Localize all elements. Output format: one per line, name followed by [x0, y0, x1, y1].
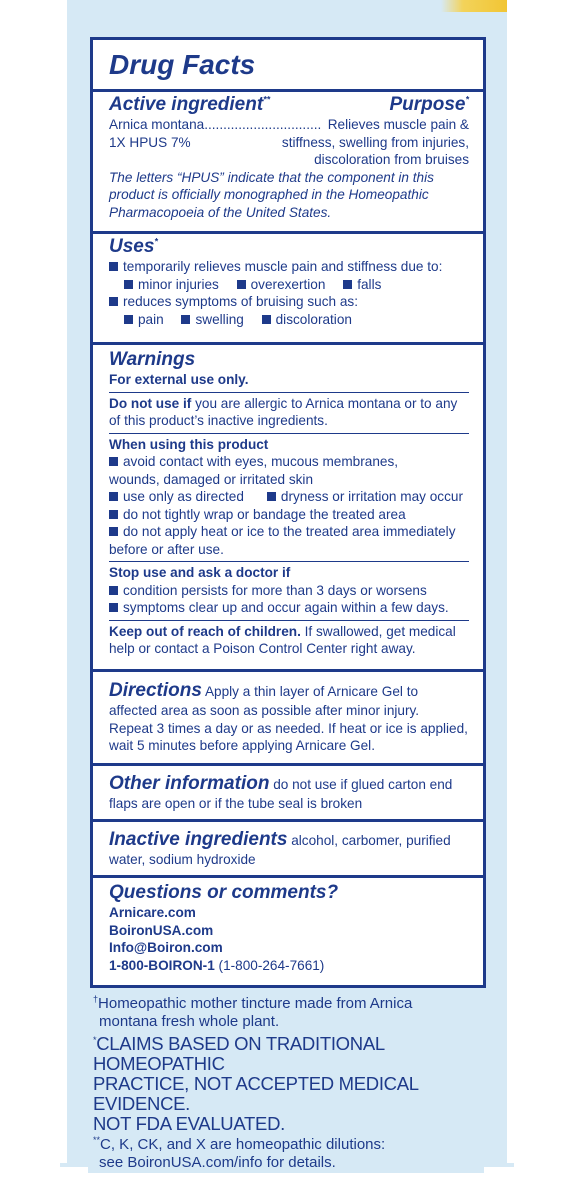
divider: [109, 561, 469, 562]
questions-section: [93, 882, 483, 974]
bullet-icon: [109, 297, 118, 306]
directions-line-1: Directions Apply a thin layer of Arnicare Gel to: [109, 680, 419, 701]
divider: [93, 875, 483, 878]
bullet-icon: [109, 527, 118, 536]
divider: [93, 763, 483, 766]
divider: [93, 231, 483, 234]
claims-line-1: *CLAIMS BASED ON TRADITIONAL HOMEOPATHIC: [93, 1033, 385, 1074]
bullet-icon: [109, 586, 118, 595]
uses-item-2: reduces symptoms of bruising such as:: [109, 293, 469, 311]
contact-phone: 1-800-BOIRON-1 (1-800-264-7661): [109, 957, 325, 973]
dilutions-footnote-1: **C, K, CK, and X are homeopathic dilutions:: [93, 1135, 386, 1153]
dilutions-footnote-2: see BoironUSA.com/info for details.: [99, 1154, 336, 1171]
uses-item-1: temporarily relieves muscle pain and stiffness due to:: [109, 258, 469, 276]
contact-email: Info@Boiron.com: [109, 940, 223, 955]
other-information-heading: Other information: [109, 773, 270, 794]
divider: [109, 392, 469, 393]
other-line-1: Other information do not use if glued carton end: [109, 773, 453, 794]
bullet-icon: [109, 262, 118, 271]
do-not-use-2: of this product’s inactive ingredients.: [109, 413, 328, 428]
questions-heading: Questions or comments?: [109, 882, 339, 903]
divider: [93, 342, 483, 345]
uses-sublist-2: pain swelling discoloration: [109, 311, 469, 329]
directions-heading: Directions: [109, 680, 202, 701]
claims-line-2: PRACTICE, NOT ACCEPTED MEDICAL EVIDENCE.: [93, 1073, 419, 1114]
title-section: [93, 49, 483, 81]
warnings-heading: Warnings: [109, 349, 196, 370]
ingredient-row: [109, 116, 469, 134]
keep-out-of-reach-2: help or contact a Poison Control Center right away.: [109, 641, 416, 656]
uses-heading: Uses*: [109, 236, 158, 257]
when-using-1b: wounds, damaged or irritated skin: [109, 471, 314, 487]
other-information-section: [93, 773, 483, 813]
ingredient-row-2: [109, 134, 469, 152]
hpus-note-2: product is officially monographed in the Homeopathic: [109, 187, 429, 202]
bullet-icon: [124, 315, 133, 324]
directions-section: [93, 680, 483, 755]
bullet-icon: [343, 280, 352, 289]
bullet-icon: [109, 457, 118, 466]
when-using-4b: before or after use.: [109, 541, 224, 557]
divider: [93, 819, 483, 822]
directions-line-3: Repeat 3 times a day or as needed. If heat or ice is applied,: [109, 720, 468, 736]
other-line-2: flaps are open or if the tube seal is broken: [109, 796, 363, 811]
bullet-icon: [109, 510, 118, 519]
divider: [109, 433, 469, 434]
divider: [93, 89, 483, 92]
bullet-icon: [237, 280, 246, 289]
stop-use-1: condition persists for more than 3 days or worsens: [109, 582, 469, 600]
drug-facts-panel: [90, 37, 486, 988]
dagger-footnote-2: montana fresh whole plant.: [99, 1013, 280, 1030]
website-boironusa: BoironUSA.com: [109, 922, 214, 938]
directions-line-4: wait 5 minutes before applying Arnicare Gel.: [109, 738, 375, 753]
inactive-line-1: Inactive ingredients alcohol, carbomer, purified: [109, 829, 451, 850]
inactive-ingredients-section: [93, 829, 483, 869]
bullet-icon: [267, 492, 276, 501]
purpose-line-2: stiffness, swelling from injuries,: [281, 134, 469, 150]
claims-line-3: NOT FDA EVALUATED.: [93, 1113, 285, 1134]
hpus-note-3: Pharmacopoeia of the United States.: [109, 204, 332, 220]
inactive-ingredients-heading: Inactive ingredients: [109, 829, 288, 850]
uses-sublist-1: minor injuries overexertion falls: [109, 276, 469, 294]
divider: [93, 669, 483, 672]
when-using-heading: When using this product: [109, 436, 269, 452]
active-ingredient-heading: Active ingredient**: [109, 94, 271, 115]
ingredient-name: Arnica montana: [109, 117, 205, 132]
when-using-3: do not tightly wrap or bandage the treated area: [109, 506, 469, 524]
bullet-icon: [181, 315, 190, 324]
drug-facts-title: Drug Facts: [109, 49, 256, 80]
when-using-4: do not apply heat or ice to the treated area immediately: [109, 523, 469, 541]
when-using-2: use only as directed dryness or irritation may occur: [109, 488, 469, 506]
when-using-1: avoid contact with eyes, mucous membranes,: [109, 453, 469, 471]
active-ingredient-section: [93, 94, 483, 221]
website-arnicare: Arnicare.com: [109, 905, 196, 920]
bullet-icon: [262, 315, 271, 324]
external-use: For external use only.: [109, 372, 249, 387]
purpose-heading: Purpose*: [389, 94, 469, 115]
stop-use-2: symptoms clear up and occur again within a few days.: [109, 599, 469, 617]
purpose-line-1: Relieves muscle pain &: [327, 117, 469, 132]
footnotes: [93, 995, 493, 1172]
stop-use-heading: Stop use and ask a doctor if: [109, 565, 291, 580]
warnings-section: [93, 349, 483, 658]
bullet-icon: [109, 492, 118, 501]
directions-line-2: affected area as soon as possible after minor injury.: [109, 703, 420, 718]
dagger-footnote-1: †Homeopathic mother tincture made from Arnica: [93, 994, 413, 1012]
hpus-note-1: The letters “HPUS” indicate that the component in this: [109, 169, 434, 185]
bullet-icon: [109, 603, 118, 612]
uses-section: [93, 236, 483, 328]
ingredient-potency: 1X HPUS 7%: [109, 134, 191, 150]
inactive-line-2: water, sodium hydroxide: [109, 852, 256, 867]
keep-out-of-reach: Keep out of reach of children. If swallowed, get medical: [109, 623, 456, 639]
do-not-use: Do not use if you are allergic to Arnica montana or to any: [109, 395, 458, 411]
divider: [109, 620, 469, 621]
bullet-icon: [124, 280, 133, 289]
purpose-line-3: discoloration from bruises: [314, 152, 469, 167]
leader-dots: ...............................: [204, 117, 322, 132]
